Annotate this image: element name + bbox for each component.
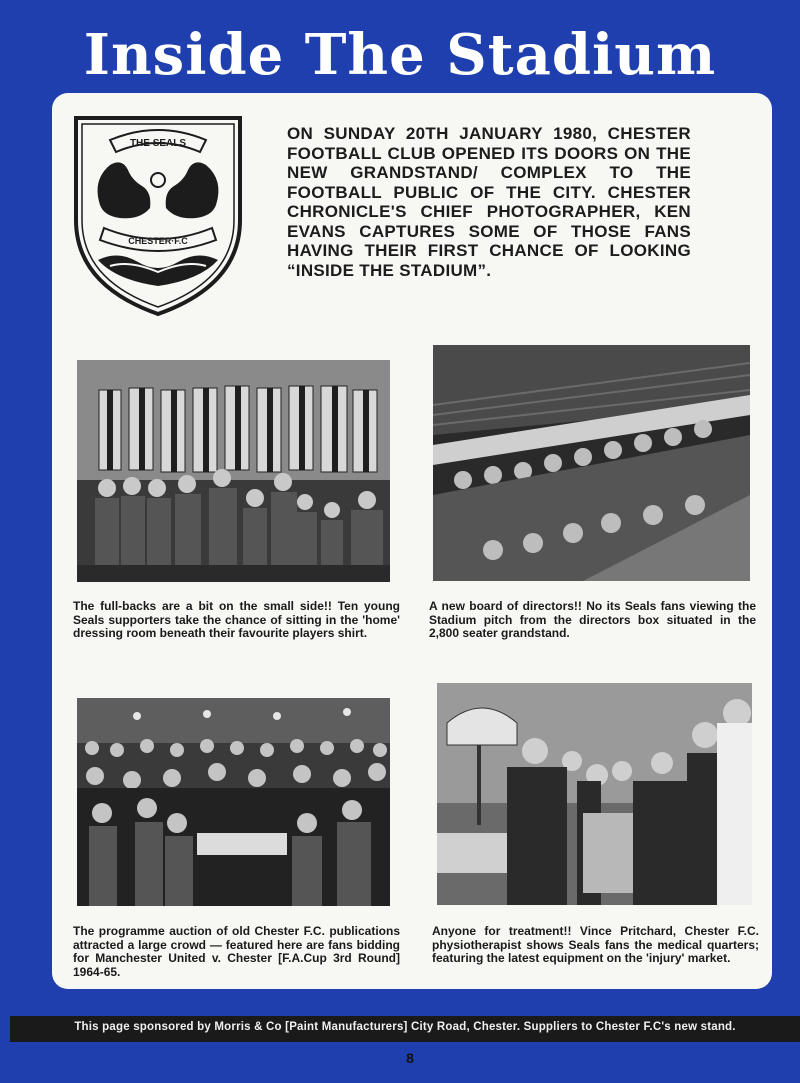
- directors-box-photo: [433, 345, 750, 581]
- caption-treatment-room: Anyone for treatment!! Vince Pritchard, Chester F.C. physiotherapist shows Seals fans the medical quarters; featuring the latest equipment on the 'injury' market.: [432, 924, 759, 966]
- crest-club-text: CHESTER·F.C: [128, 236, 188, 246]
- club-crest-logo: [70, 110, 246, 320]
- dressing-room-photo: [77, 360, 390, 582]
- treatment-room-photo: [437, 683, 752, 905]
- crest-banner-text: THE SEALS: [129, 138, 187, 149]
- sponsor-text: This page sponsored by Morris & Co [Paint Manufacturers] City Road, Chester. Suppliers to Chester F.C's new stand.: [74, 1021, 736, 1033]
- caption-dressing-room: The full-backs are a bit on the small side!! Ten young Seals supporters take the chance of sitting in the 'home' dressing room beneath their favourite players shirt.: [73, 599, 400, 641]
- page-title: Inside The Stadium: [83, 22, 717, 88]
- intro-paragraph: ON SUNDAY 20TH JANUARY 1980, CHESTER FOOTBALL CLUB OPENED ITS DOORS ON THE NEW GRANDSTAND/ COMPLEX TO THE FOOTBALL PUBLIC OF THE CITY. CHESTER CHRONICLE'S CHIEF PHOTOGRAPHER, KEN EVANS CAPTURES SOME OF THOSE FANS HAVING THEIR FIRST CHANCE OF LOOKING “INSIDE THE STADIUM”.: [287, 124, 691, 280]
- page-number: 8: [406, 1050, 414, 1066]
- caption-programme-auction: The programme auction of old Chester F.C. publications attracted a large crowd — featured here are fans bidding for Manchester United v. Chester [F.A.Cup 3rd Round] 1964-65.: [73, 924, 400, 979]
- sponsor-footer-bar: [10, 1016, 800, 1042]
- caption-directors-box: A new board of directors!! No its Seals fans viewing the Stadium pitch from the directors box situated in the 2,800 seater grandstand.: [429, 599, 756, 641]
- programme-auction-photo: [77, 698, 390, 906]
